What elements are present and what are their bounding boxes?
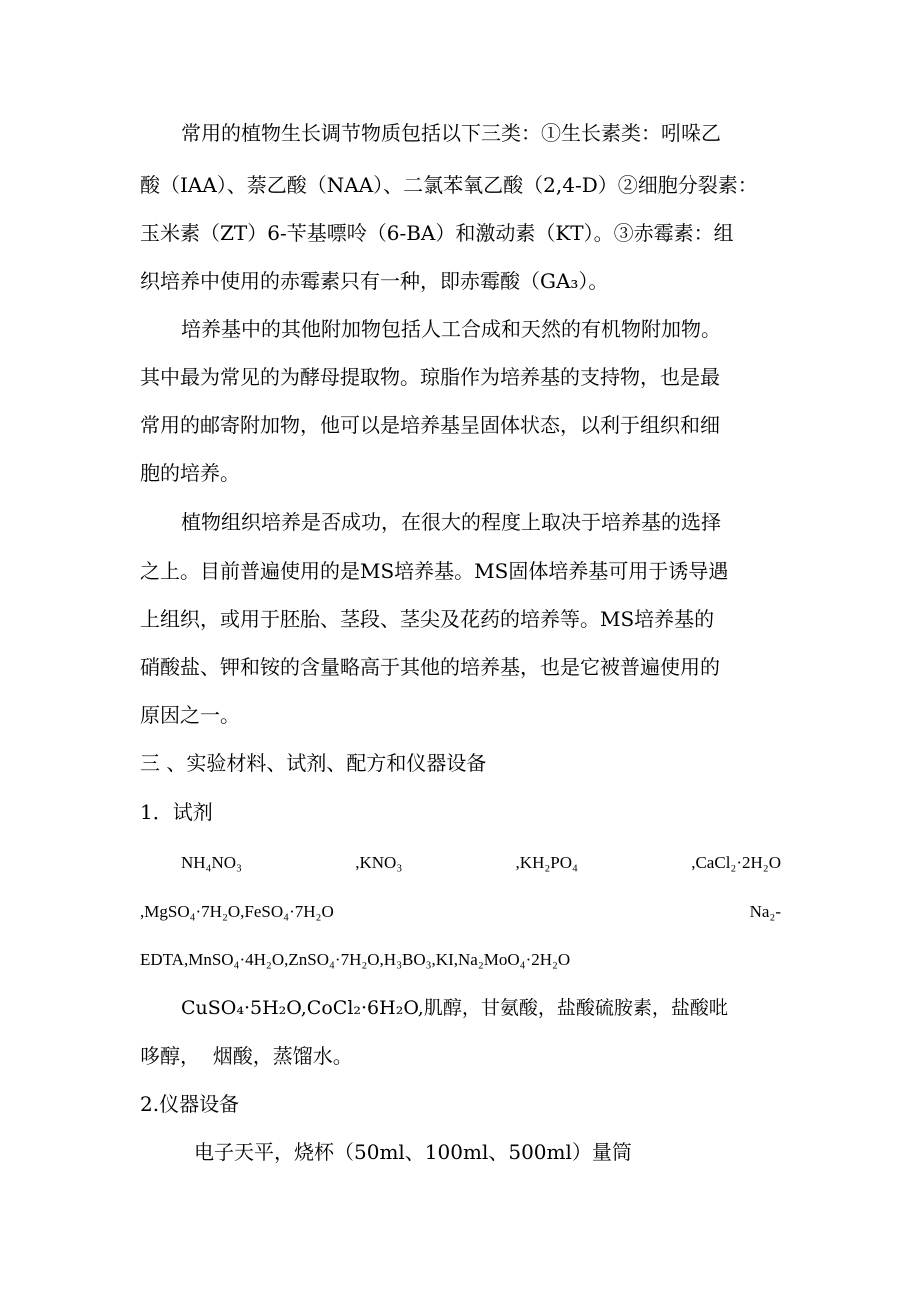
paragraph-line: 硝酸盐、钾和铵的含量略高于其他的培养基，也是它被普遍使用的 <box>140 655 720 679</box>
paragraph-line: 培养基中的其他附加物包括人工合成和天然的有机物附加物。 <box>181 317 721 341</box>
paragraph-line: 之上。目前普遍使用的是MS培养基。MS固体培养基可用于诱导遇 <box>140 559 729 583</box>
paragraph-line: 玉米素（ZT）6-苄基嘌呤（6-BA）和激动素（KT）。③赤霉素：组 <box>140 221 734 245</box>
paragraph-line: 织培养中使用的赤霉素只有一种，即赤霉酸（GA₃）。 <box>140 269 609 293</box>
section-heading: 三 、实验材料、试剂、配方和仪器设备 <box>140 751 487 775</box>
paragraph-line: 酸（IAA）、萘乙酸（NAA）、二氯苯氧乙酸（2,4-D）②细胞分裂素： <box>140 173 758 197</box>
paragraph-line: 胞的培养。 <box>140 461 240 485</box>
paragraph-line: 上组织，或用于胚胎、茎段、茎尖及花药的培养等。MS培养基的 <box>140 607 715 631</box>
reagent-item: Na₂- <box>749 902 781 921</box>
equipment-text: 电子天平，烧杯（50ml、100ml、500ml）量筒 <box>194 1140 632 1164</box>
reagents-heading: 1．试剂 <box>140 800 213 824</box>
reagent-item: ,KNO₃ <box>355 853 403 872</box>
paragraph-line: 其中最为常见的为酵母提取物。琼脂作为培养基的支持物，也是最 <box>140 365 720 389</box>
reagent-row <box>181 848 781 878</box>
equipment-heading: 2.仪器设备 <box>140 1092 240 1116</box>
paragraph-line: 常用的邮寄附加物，他可以是培养基呈固体状态，以利于组织和细 <box>140 413 720 437</box>
paragraph-line: 原因之一。 <box>140 703 240 727</box>
reagent-row: EDTA,MnSO₄·4H₂O,ZnSO₄·7H₂O,H₃BO₃,KI,Na₂MoO₄·2H₂O <box>140 950 571 969</box>
reagent-item: ,MgSO₄·7H₂O,FeSO₄·7H₂O <box>140 902 334 921</box>
reagent-row: 哆醇， 烟酸，蒸馏水。 <box>140 1044 353 1068</box>
reagent-row <box>140 897 781 927</box>
reagent-row: CuSO₄·5H₂O,CoCl₂·6H₂O,肌醇，甘氨酸，盐酸硫胺素，盐酸吡 <box>181 997 728 1019</box>
paragraph-line <box>0 118 920 148</box>
paragraph-line: 植物组织培养是否成功，在很大的程度上取决于培养基的选择 <box>181 510 721 534</box>
paragraph-text: 常用的植物生长调节物质包括以下三类：①生长素类：吲哚乙 <box>181 121 721 145</box>
reagent-item: ,KH₂PO₄ <box>515 853 578 872</box>
reagent-item: NH₄NO₃ <box>181 853 242 872</box>
reagent-item: ,CaCl₂·2H₂O <box>691 853 781 872</box>
